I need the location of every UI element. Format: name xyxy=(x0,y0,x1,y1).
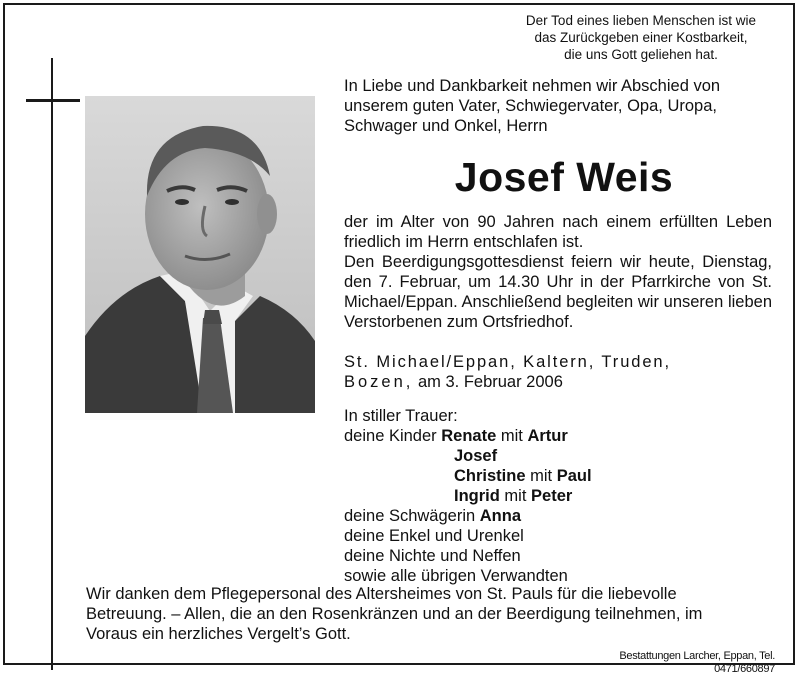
partner-name: Paul xyxy=(556,467,592,485)
cross-icon-bar xyxy=(26,99,80,102)
connector: mit xyxy=(504,487,527,505)
funeral-paragraph: Den Beerdigungsgottesdienst feiern wir heute, Dienstag, den 7. Februar, um 14.30 Uhr in der Pfarrkirche von St. Michael/Eppan. Anschließend begleiten wir unseren lieben Verstorbenen zum Ortsfriedhof. xyxy=(344,253,772,331)
date-text: am 3. Februar 2006 xyxy=(417,373,563,391)
intro-line: In Liebe und Dankbarkeit nehmen wir Abschied von xyxy=(344,77,721,95)
sister-in-law-prefix: deine Schwägerin xyxy=(344,507,476,525)
list-item xyxy=(344,426,774,446)
place-city: Bozen, xyxy=(344,373,414,391)
list-item: deine Enkel und Urenkel xyxy=(344,527,524,545)
deceased-name: Josef Weis xyxy=(454,154,674,200)
motto-line: Der Tod eines lieben Menschen ist wie xyxy=(525,13,757,28)
place-and-date xyxy=(344,352,774,392)
list-item: deine Nichte und Neffen xyxy=(344,547,521,565)
list-item: sowie alle übrigen Verwandten xyxy=(344,567,568,585)
partner-name: Artur xyxy=(527,427,568,445)
date-line xyxy=(344,372,774,392)
mourners-list xyxy=(344,406,774,586)
child-name: Christine xyxy=(454,467,526,485)
motto-quote xyxy=(510,12,772,63)
list-item xyxy=(344,446,774,466)
connector: mit xyxy=(500,427,523,445)
thanks-line: Wir danken dem Pflegepersonal des Altersheimes von St. Pauls für die liebevolle xyxy=(86,585,677,603)
sister-in-law-name: Anna xyxy=(479,507,522,525)
intro-line: Schwager und Onkel, Herrn xyxy=(344,117,548,135)
intro-text xyxy=(344,76,784,136)
undertaker-credit: Bestattungen Larcher, Eppan, Tel. 0471/660897 xyxy=(619,650,775,675)
thanks-paragraph xyxy=(86,584,776,644)
motto-line: die uns Gott geliehen hat. xyxy=(564,47,718,62)
place-line: St. Michael/Eppan, Kaltern, Truden, xyxy=(344,353,671,371)
age-paragraph: der im Alter von 90 Jahren nach einem erfüllten Leben friedlich im Herrn entschlafen ist. xyxy=(344,213,772,251)
child-name: Renate xyxy=(441,427,497,445)
cross-icon xyxy=(51,58,53,670)
list-item xyxy=(344,486,774,506)
children-prefix: deine Kinder xyxy=(344,427,437,445)
mourners-heading: In stiller Trauer: xyxy=(344,407,458,425)
thanks-line: Betreuung. – Allen, die an den Rosenkränzen und an der Beerdigung teilnehmen, im xyxy=(86,605,703,623)
motto-line: das Zurückgeben einer Kostbarkeit, xyxy=(534,30,748,45)
notice-body xyxy=(344,212,772,332)
list-item xyxy=(344,466,774,486)
list-item xyxy=(344,506,774,526)
child-name: Ingrid xyxy=(454,487,500,505)
thanks-line: Voraus ein herzliches Vergelt’s Gott. xyxy=(86,625,351,643)
partner-name: Peter xyxy=(531,487,573,505)
child-name: Josef xyxy=(454,447,498,465)
intro-line: unserem guten Vater, Schwiegervater, Opa, Uropa, xyxy=(344,97,717,115)
portrait-photo xyxy=(85,96,315,413)
connector: mit xyxy=(530,467,553,485)
